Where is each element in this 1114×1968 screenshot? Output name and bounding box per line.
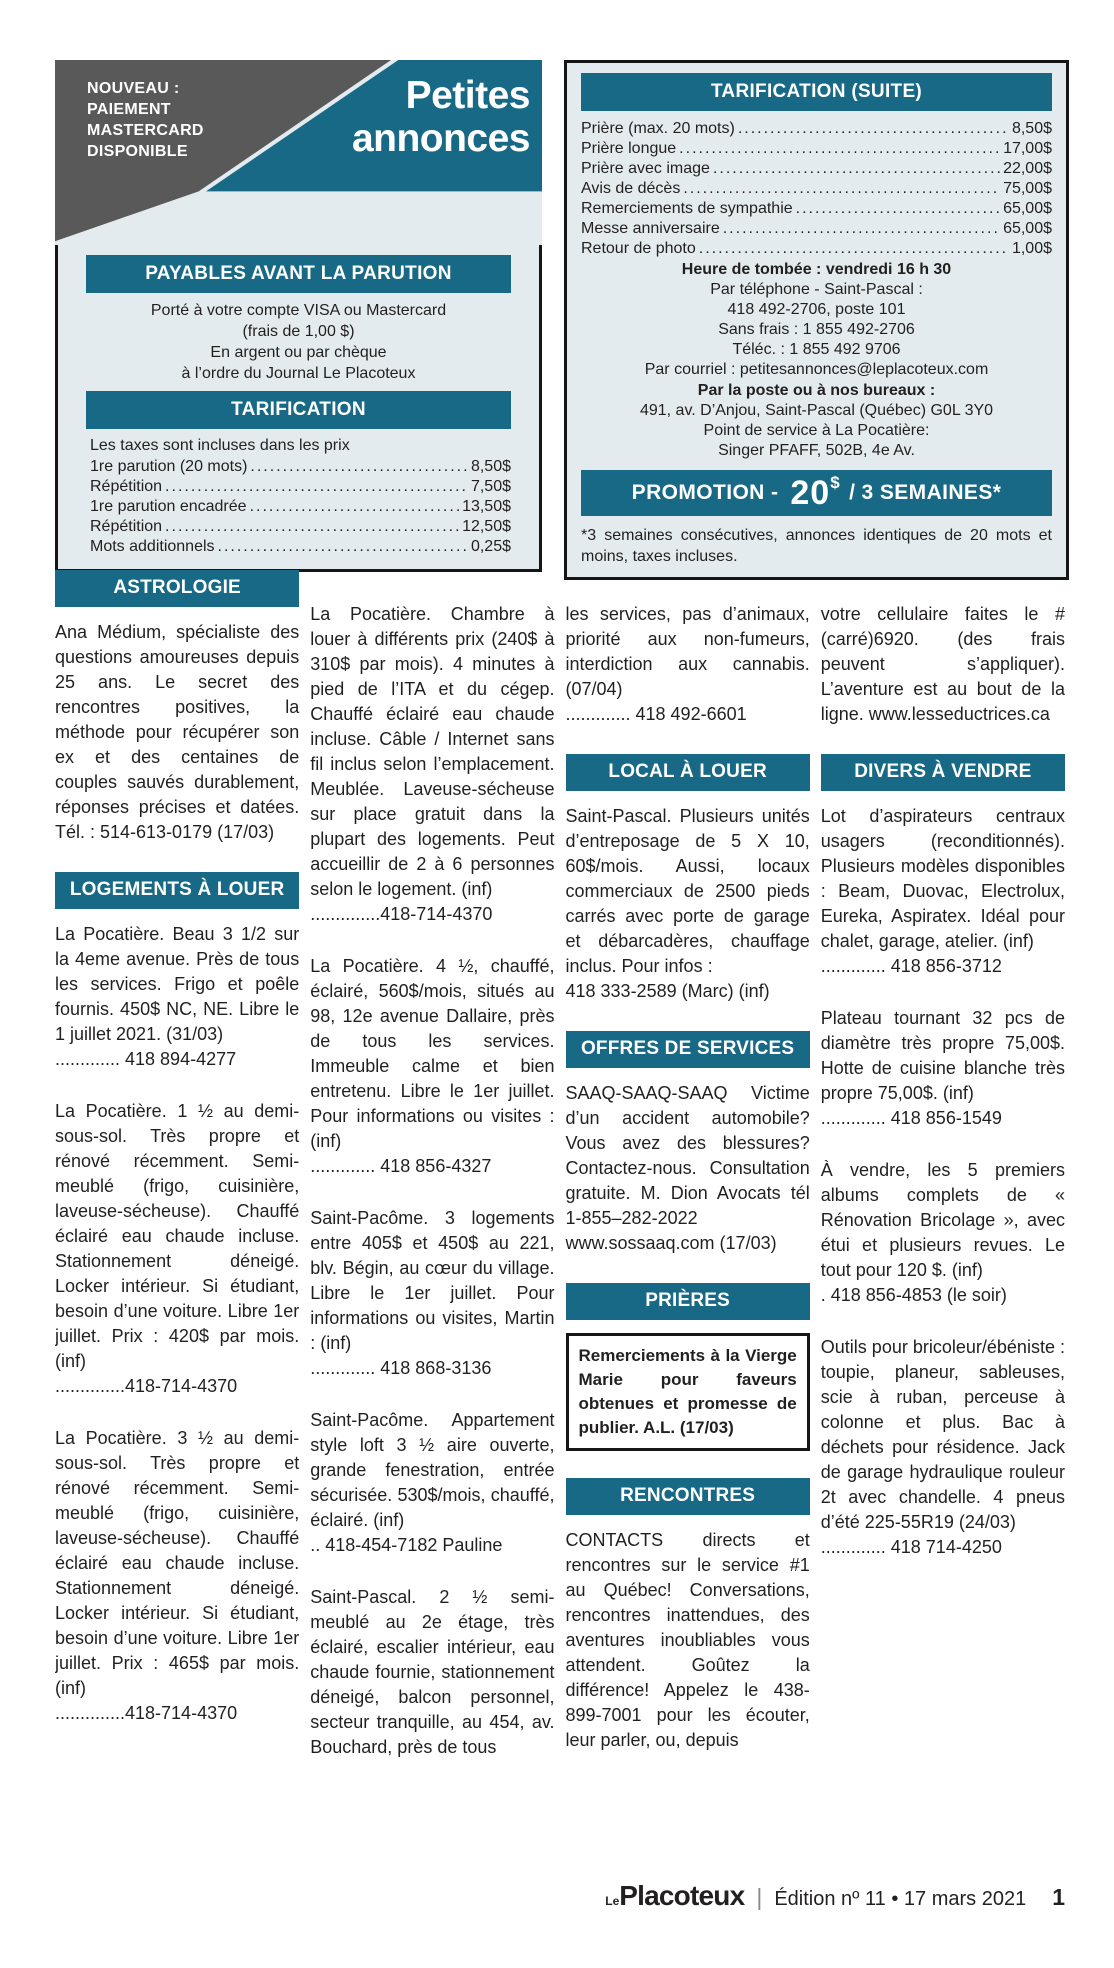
dotted-leader <box>679 139 1000 159</box>
section-header-local-a-louer: LOCAL À LOUER <box>566 754 810 791</box>
classifieds <box>55 570 1065 1872</box>
classified-ad <box>310 954 554 1179</box>
page-title <box>352 74 530 160</box>
ad-text: CONTACTS directs et rencontres sur le service #1 au Québec! Conversations, rencontres inattendues, des aventures inoubliables vous attendent. Goûtez la différence! Appelez le 438-899-7001 pour les écouter, leur parler, ou, depuis <box>565 1530 810 1750</box>
section-header-prieres: PRIÈRES <box>566 1283 810 1320</box>
ad-phone: ............. 418 868-3136 <box>310 1358 492 1378</box>
ad-text: La Pocatière. 4 ½, chauffé, éclairé, 560$/mois, situés au 98, 12e avenue Dallaire, près de tous les services. Immeuble calme et bien entretenu. Libre le 1er juillet. Pour informations ou visites : (inf) <box>310 956 555 1151</box>
classified-ad <box>55 922 299 1072</box>
page-title-line1: Petites <box>405 74 530 117</box>
tarif-price: 8,50$ <box>1011 120 1052 137</box>
ad-text: Saint-Pascal. 2 ½ semi-meublé au 2e étage, très éclairé, escalier intérieur, eau chaude fournie, stationnement déneigé, balcon personnel, secteur tranquille, au 454, av. Bouchard, près de tous <box>310 1587 555 1757</box>
tarif-row <box>90 537 511 557</box>
promo-prefix: PROMOTION - <box>631 481 779 504</box>
ad-text: La Pocatière. 1 ½ au demi-sous-sol. Très propre et rénové récemment. Semi-meublé (frigo, cuisinière, laveuse-sécheuse). Chauffé éclairé eau chaude incluse. Stationnement déneigé. Locker intérieur. Si étudiant, besoin d’une voiture. Libre 1er juillet. Prix : 420$ par mois. (inf) <box>55 1101 300 1371</box>
masthead <box>55 60 542 245</box>
tarif-price: 1,00$ <box>1011 240 1052 257</box>
address-line: 491, av. D’Anjou, Saint-Pascal (Québec) G0L 3Y0 <box>639 402 994 419</box>
tarif-label: Répétition <box>90 518 163 535</box>
tarif-label: Avis de décès <box>581 180 681 197</box>
tarif-row <box>581 159 1052 179</box>
tarification-header-bar: TARIFICATION <box>86 391 511 429</box>
post-header: Par la poste ou à nos bureaux : <box>697 382 936 399</box>
ad-text: Plateau tournant 32 pcs de diamètre très propre 75,00$. Hotte de cuisine blanche très propre 75,00$. (inf) <box>820 1008 1065 1103</box>
dotted-leader <box>218 537 468 557</box>
payables-header-bar: PAYABLES AVANT LA PARUTION <box>86 255 511 293</box>
address-line: Point de service à La Pocatière: <box>703 422 930 439</box>
dotted-leader <box>796 199 1000 219</box>
classified-ad <box>566 1081 810 1256</box>
tarif-price: 13,50$ <box>462 498 511 515</box>
ad-text: La Pocatière. Beau 3 1/2 sur la 4eme avenue. Près de tous les services. Frigo et poêle fournis. 450$ NC, NE. Libre le 1 juillet 2021. (31/03) <box>55 924 300 1044</box>
ad-text: votre cellulaire faites le #(carré)6920. (des frais peuvent s’appliquer). L’aventure est au bout de la ligne. www.lesseductrices.ca <box>820 604 1065 724</box>
boxed-classified-ad <box>566 1333 810 1451</box>
contact-line: 418 492-2706, poste 101 <box>727 301 906 318</box>
tarif-price: 0,25$ <box>470 538 511 555</box>
tarif-price: 75,00$ <box>1003 180 1052 197</box>
ad-text: La Pocatière. 3 ½ au demi-sous-sol. Très propre et rénové récemment. Semi-meublé (frigo, cuisinière, laveuse-sécheuse). Chauffé éclairé eau chaude incluse. Stationnement déneigé. Locker intérieur. Si étudiant, besoin d’une voiture. Libre 1er juillet. Prix : 465$ par mois. (inf) <box>55 1428 300 1698</box>
tarif-row <box>581 179 1052 199</box>
payables-box <box>55 60 542 580</box>
ad-text: Remerciements à la Vierge Marie pour faveurs obtenues et promesse de publier. A.L. (17/03) <box>578 1346 797 1437</box>
classifieds-column-3 <box>566 570 810 1872</box>
promo-currency: $ <box>830 473 841 492</box>
classified-ad <box>310 602 554 927</box>
classified-ad <box>821 1335 1065 1560</box>
ad-text: La Pocatière. Chambre à louer à différents prix (240$ à 310$ par mois). 4 minutes à pied de l’ITA et du cégep. Chauffé éclairé eau chaude incluse. Câble / Internet sans fil inclus selon l’emplacement. Meublée. Laveuse-sécheuse sur place gratuit dans la plupart des logements. Peut accueillir de 2 à 6 personnes selon le logement. (inf) <box>310 604 555 899</box>
promotion-banner <box>581 470 1052 516</box>
classified-ad <box>821 804 1065 979</box>
tarification-list <box>90 457 511 557</box>
classified-ad <box>310 1206 554 1381</box>
promo-suffix: / 3 SEMAINES* <box>849 481 1002 504</box>
badge-line: PAIEMENT <box>87 101 171 118</box>
section-header-astrologie: ASTROLOGIE <box>55 570 299 607</box>
ad-phone: ............. 418 856-4327 <box>310 1156 492 1176</box>
ad-text: Outils pour bricoleur/ébéniste : toupie, planeur, sableuses, scie à ruban, perceuse à colonne et plus. Bac à déchets pour résidence. Jack de garage hydraulique rouleur 2t avec chandelle. 4 pneus d’été 225-55R19 (24/03) <box>820 1337 1065 1532</box>
tarif-price: 7,50$ <box>470 478 511 495</box>
tarif-label: Prière avec image <box>581 160 710 177</box>
classified-ad <box>566 804 810 1004</box>
journal-logo-le: Le <box>605 1894 620 1908</box>
payment-line: En argent ou par chèque <box>210 344 387 361</box>
address-info <box>581 401 1052 461</box>
dotted-leader <box>723 219 1000 239</box>
top-info-section <box>55 60 1069 580</box>
section-header-offres-de-services: OFFRES DE SERVICES <box>566 1031 810 1068</box>
tarification-suite-list <box>581 119 1052 259</box>
ad-phone: ............. 418 856-3712 <box>820 956 1002 976</box>
tarif-row <box>90 517 511 537</box>
tarif-row <box>581 239 1052 259</box>
page-footer <box>605 1880 1065 1912</box>
ad-phone: .. 418-454-7182 Pauline <box>310 1535 503 1555</box>
tarif-label: 1re parution encadrée <box>90 498 247 515</box>
section-header-logements-a-louer: LOGEMENTS À LOUER <box>55 872 299 909</box>
payment-line: (frais de 1,00 $) <box>242 323 355 340</box>
edition-date: Édition nº 11 • 17 mars 2021 <box>774 1888 1027 1910</box>
tarif-row <box>581 219 1052 239</box>
dotted-leader <box>738 119 1009 139</box>
payment-info <box>86 300 511 384</box>
dotted-leader <box>165 477 468 497</box>
section-header-divers-a-vendre: DIVERS À VENDRE <box>821 754 1065 791</box>
tarif-label: Prière (max. 20 mots) <box>581 120 735 137</box>
ad-phone: ..............418-714-4370 <box>55 1376 238 1396</box>
page-title-line2: annonces <box>351 117 530 160</box>
classified-ad <box>310 1585 554 1760</box>
tarif-row <box>90 457 511 477</box>
payment-line: à l’ordre du Journal Le Placoteux <box>181 365 416 382</box>
contact-line: Par téléphone - Saint-Pascal : <box>710 281 923 298</box>
ad-text: À vendre, les 5 premiers albums complets de « Rénovation Bricolage », avec étui et plusieurs revues. Le tout pour 120 $. (inf) <box>820 1160 1065 1280</box>
promo-footnote: *3 semaines consécutives, annonces identiques de 20 mots et moins, taxes incluses. <box>581 527 1052 565</box>
classified-ad <box>566 602 810 727</box>
tarif-label: Messe anniversaire <box>581 220 720 237</box>
classified-ad <box>566 1528 810 1753</box>
tarif-row <box>90 497 511 517</box>
tarif-price: 17,00$ <box>1003 140 1052 157</box>
tarif-label: Remerciements de sympathie <box>581 200 793 217</box>
ad-text: Ana Médium, spécialiste des questions amoureuses depuis 25 ans. Le secret des rencontres positives, la méthode pour récupérer son ex et des centaines de couples sauvés durablement, réponses précises et datées. Tél. : 514-613-0179 (17/03) <box>55 622 300 842</box>
ad-text: Saint-Pacôme. Appartement style loft 3 ½ aire ouverte, grande fenestration, entrée sécurisée. 530$/mois, chauffé, éclairé. (inf) <box>310 1410 555 1530</box>
ad-phone: ............. 418 856-1549 <box>820 1108 1002 1128</box>
payables-body <box>55 245 542 572</box>
new-payment-badge <box>87 78 204 162</box>
dotted-leader <box>713 159 1000 179</box>
ad-text: les services, pas d’animaux, priorité aux non-fumeurs, interdiction aux cannabis. (07/04) <box>565 604 810 699</box>
tarif-row <box>581 199 1052 219</box>
contact-line: Téléc. : 1 855 492 9706 <box>732 341 901 358</box>
tarif-price: 65,00$ <box>1003 220 1052 237</box>
tarif-label: Répétition <box>90 478 163 495</box>
page-number: 1 <box>1052 1884 1065 1910</box>
taxes-note: Les taxes sont incluses dans les prix <box>90 437 350 454</box>
ad-phone: ............. 418 492-6601 <box>565 704 747 724</box>
ad-text: Saint-Pacôme. 3 logements entre 405$ et 450$ au 221, blv. Bégin, au cœur du village. Libre le 1er juillet. Pour informations ou visites, Martin : (inf) <box>310 1208 555 1353</box>
address-line: Singer PFAFF, 502B, 4e Av. <box>718 442 915 459</box>
classified-ad <box>55 1426 299 1726</box>
contact-info <box>581 280 1052 380</box>
section-header-rencontres: RENCONTRES <box>566 1478 810 1515</box>
classified-ad <box>821 602 1065 727</box>
badge-line: NOUVEAU : <box>87 80 180 97</box>
contact-line: Sans frais : 1 855 492-2706 <box>718 321 915 338</box>
tarif-label: Retour de photo <box>581 240 696 257</box>
ad-phone: ............. 418 894-4277 <box>55 1049 237 1069</box>
dotted-leader <box>699 239 1009 259</box>
ad-phone: . 418 856-4853 (le soir) <box>820 1285 1007 1305</box>
badge-line: DISPONIBLE <box>87 143 188 160</box>
tarification-suite-header-bar: TARIFICATION (SUITE) <box>581 73 1052 111</box>
tarif-label: 1re parution (20 mots) <box>90 458 248 475</box>
deadline-line: Heure de tombée : vendredi 16 h 30 <box>681 261 952 278</box>
classified-ad <box>55 1099 299 1399</box>
ad-text: Saint-Pascal. Plusieurs unités d’entreposage de 5 X 10, 60$/mois. Aussi, locaux commerciaux de 2500 pieds carrés avec porte de garage et débarcadères, chauffage inclus. Pour infos : <box>565 806 810 976</box>
journal-logo: Placoteux <box>619 1880 745 1911</box>
tarif-price: 22,00$ <box>1003 160 1052 177</box>
ad-text: SAAQ-SAAQ-SAAQ Victime d’un accident automobile? Vous avez des blessures? Contactez-nous. Consultation gratuite. M. Dion Avocats tél 1-855–282-2022 www.sossaaq.com (17/03) <box>565 1083 810 1253</box>
classified-ad <box>310 1408 554 1558</box>
classifieds-column-1 <box>55 570 299 1872</box>
tarif-price: 12,50$ <box>462 518 511 535</box>
ad-phone: ............. 418 714-4250 <box>820 1537 1002 1557</box>
dotted-leader <box>250 457 468 477</box>
tarification-suite-box <box>564 60 1069 580</box>
promo-amount: 20 <box>790 473 831 512</box>
tarif-price: 65,00$ <box>1003 200 1052 217</box>
tarif-label: Prière longue <box>581 140 677 157</box>
tarif-row <box>581 119 1052 139</box>
classified-ad <box>821 1006 1065 1131</box>
classified-ad <box>55 620 299 845</box>
tarif-label: Mots additionnels <box>90 538 215 555</box>
dotted-leader <box>683 179 1000 199</box>
classifieds-column-4 <box>821 570 1065 1872</box>
tarif-row <box>90 477 511 497</box>
payment-line: Porté à votre compte VISA ou Mastercard <box>150 302 447 319</box>
ad-text: Lot d’aspirateurs centraux usagers (reconditionnés). Plusieurs modèles disponibles : Beam, Duovac, Electrolux, Eureka, Aspiratex. Idéal pour chalet, garage, atelier. (inf) <box>820 806 1065 951</box>
dotted-leader <box>165 517 459 537</box>
dotted-leader <box>250 497 460 517</box>
badge-line: MASTERCARD <box>87 122 204 139</box>
tarif-price: 8,50$ <box>470 458 511 475</box>
ad-phone: 418 333-2589 (Marc) (inf) <box>565 981 770 1001</box>
footer-separator: | <box>756 1884 763 1910</box>
tarif-row <box>581 139 1052 159</box>
classified-ad <box>821 1158 1065 1308</box>
ad-phone: ..............418-714-4370 <box>310 904 493 924</box>
contact-line: Par courriel : petitesannonces@leplacoteux.com <box>644 361 989 378</box>
ad-phone: ..............418-714-4370 <box>55 1703 238 1723</box>
classifieds-column-2 <box>310 570 554 1872</box>
